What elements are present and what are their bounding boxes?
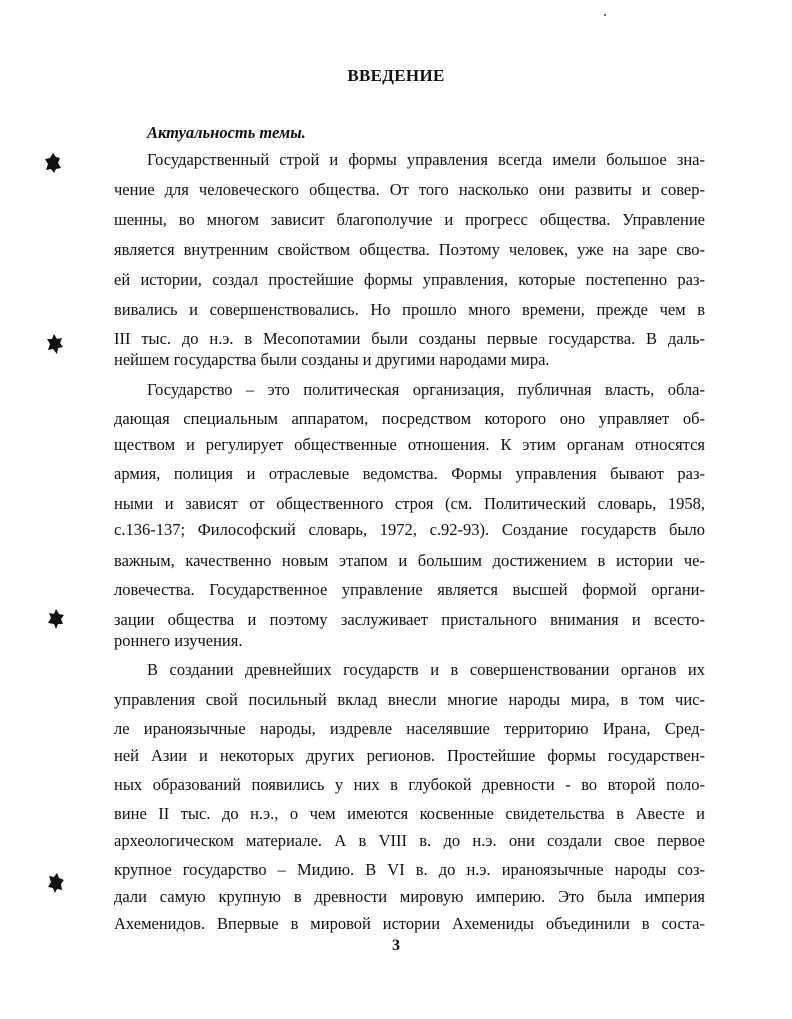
text-line: Государство – это политическая организация, публичная власть, обла- (147, 380, 705, 399)
text-line: ловечества. Государственное управление является высшей формой органи- (114, 580, 705, 599)
binder-hole-mark (47, 608, 65, 630)
text-line: ными и зависят от общественного строя (см. Политический словарь, 1958, (114, 494, 705, 513)
text-line: ле ираноязычные народы, издревле населявшие территорию Ирана, Сред- (114, 719, 705, 738)
text-line: роннего изучения. (114, 631, 243, 650)
binder-hole-mark (44, 152, 62, 174)
text-line: ществом и регулирует общественные отношения. К этим органам относятся (114, 435, 705, 454)
text-line: чение для человеческого общества. От того насколько они развиты и совер- (114, 180, 705, 199)
text-line: III тыс. до н.э. в Месопотамии были созданы первые государства. В даль- (114, 329, 705, 348)
binder-hole-mark (47, 872, 65, 894)
text-line: дающая специальным аппаратом, посредством которого оно управляет об- (114, 409, 705, 428)
text-line: ей истории, создал простейшие формы управления, которые постепенно раз- (114, 270, 705, 289)
text-line: Ахеменидов. Впервые в мировой истории Ахемениды объединили в соста- (114, 914, 705, 933)
scan-speck (604, 14, 606, 16)
text-line: В создании древнейших государств и в совершенствовании органов их (147, 660, 705, 679)
text-line: шенны, во многом зависит благополучие и прогресс общества. Управление (114, 210, 705, 229)
text-line: Государственный строй и формы управления всегда имели большое зна- (147, 150, 705, 169)
text-line: армия, полиция и отраслевые ведомства. Формы управления бывают раз- (114, 464, 705, 483)
binder-hole-mark (46, 333, 64, 355)
section-subtitle: Актуальность темы. (147, 123, 306, 142)
text-line: важным, качественно новым этапом и большим достижением в истории че- (114, 551, 705, 570)
text-line: вивались и совершенствовались. Но прошло много времени, прежде чем в (114, 300, 705, 319)
page-title: ВВЕДЕНИЕ (347, 66, 445, 85)
page-number: 3 (392, 937, 400, 954)
text-line: дали самую крупную в древности мировую империю. Это была империя (114, 887, 705, 906)
text-line: археологическом материале. А в VIII в. до н.э. они создали свое первое (114, 831, 705, 850)
text-line: зации общества и поэтому заслуживает пристального внимания и всесто- (114, 610, 705, 629)
text-line: является внутренним свойством общества. Поэтому человек, уже на заре сво- (114, 240, 705, 259)
text-line: с.136-137; Философский словарь, 1972, с.92-93). Создание государств было (114, 520, 705, 539)
text-line: крупное государство – Мидию. В VI в. до н.э. ираноязычные народы соз- (114, 860, 705, 879)
text-line: ней Азии и некоторых других регионов. Простейшие формы государствен- (114, 746, 705, 765)
text-line: ных образований появились у них в глубокой древности - во второй поло- (114, 775, 705, 794)
text-line: управления свой посильный вклад внесли многие народы мира, в том чис- (114, 690, 705, 709)
text-line: нейшем государства были созданы и другими народами мира. (114, 350, 550, 369)
text-line: вине II тыс. до н.э., о чем имеются косвенные свидетельства в Авесте и (114, 804, 705, 823)
